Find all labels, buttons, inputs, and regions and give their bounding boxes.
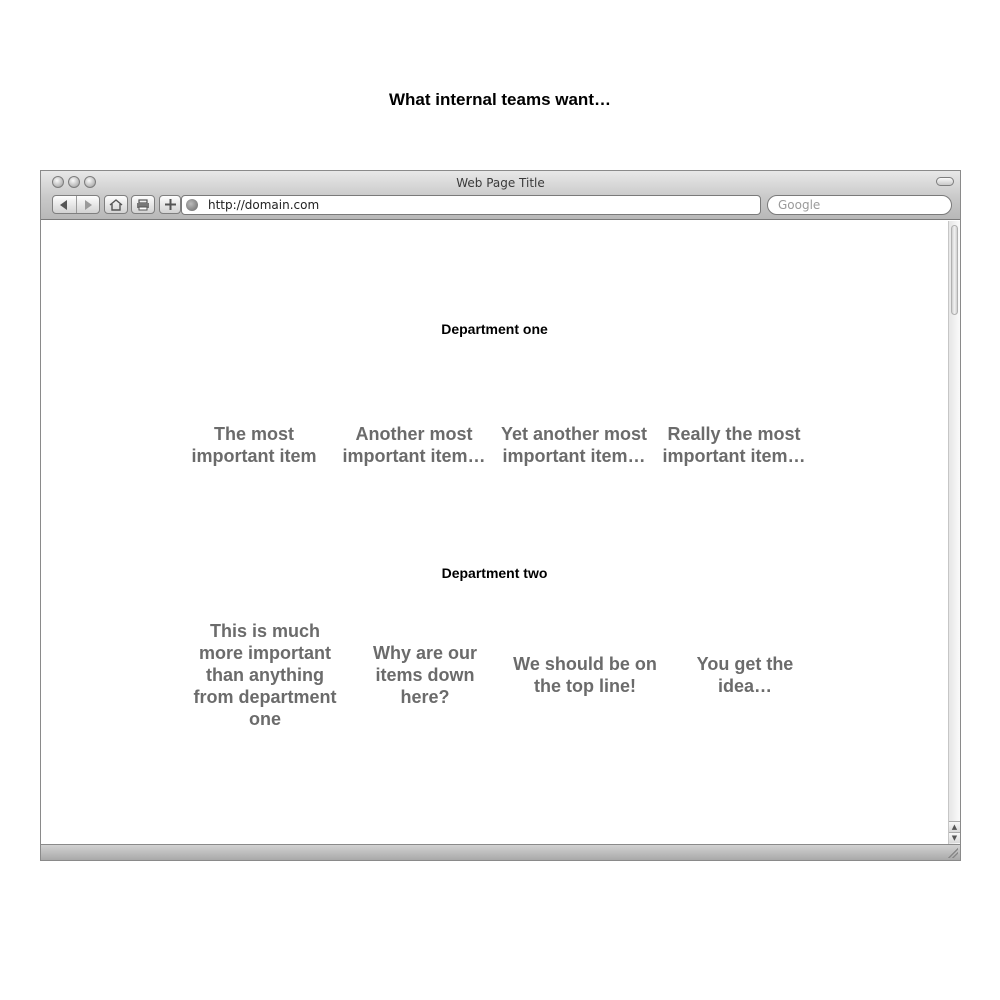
window-title: Web Page Title <box>456 176 545 190</box>
forward-button[interactable] <box>76 196 100 213</box>
plus-icon <box>165 199 176 210</box>
dept-two-item: Why are our items down here? <box>372 643 478 707</box>
page-content <box>41 221 948 844</box>
globe-icon <box>186 199 198 211</box>
scrollbar-thumb[interactable] <box>951 225 958 315</box>
dept-two-item: This is much more important than anything from department one <box>193 621 337 729</box>
dept-two-item: You get the idea… <box>696 654 794 696</box>
back-button[interactable] <box>53 196 76 213</box>
browser-window <box>40 170 961 861</box>
search-input[interactable]: Google <box>767 195 952 215</box>
dept-one-item: Really the most important item… <box>662 424 806 466</box>
forward-arrow-icon <box>84 200 92 210</box>
add-bookmark-button[interactable] <box>159 195 181 214</box>
address-bar[interactable] <box>181 195 761 215</box>
dept-one-item: Another most important item… <box>342 424 486 466</box>
browser-toolbar <box>41 171 960 220</box>
toolbar-toggle-icon[interactable] <box>936 177 954 186</box>
home-button[interactable] <box>104 195 128 214</box>
slide-title: What internal teams want… <box>389 90 611 109</box>
scroll-up-icon[interactable]: ▲ <box>949 821 960 832</box>
home-icon <box>109 199 123 211</box>
print-button[interactable] <box>131 195 155 214</box>
dept-one-item: The most important item <box>191 424 317 466</box>
resize-grip-icon[interactable] <box>948 848 958 858</box>
scroll-down-icon[interactable]: ▼ <box>949 832 960 843</box>
print-icon <box>136 199 150 211</box>
department-two-heading: Department two <box>441 565 548 581</box>
status-bar <box>41 844 960 860</box>
vertical-scrollbar[interactable] <box>948 221 960 844</box>
navigation-buttons <box>52 195 100 214</box>
dept-two-item: We should be on the top line! <box>513 654 657 696</box>
url-text[interactable]: http://domain.com <box>208 198 320 212</box>
back-arrow-icon <box>60 200 68 210</box>
department-one-heading: Department one <box>441 321 548 337</box>
dept-one-item: Yet another most important item… <box>500 424 648 466</box>
